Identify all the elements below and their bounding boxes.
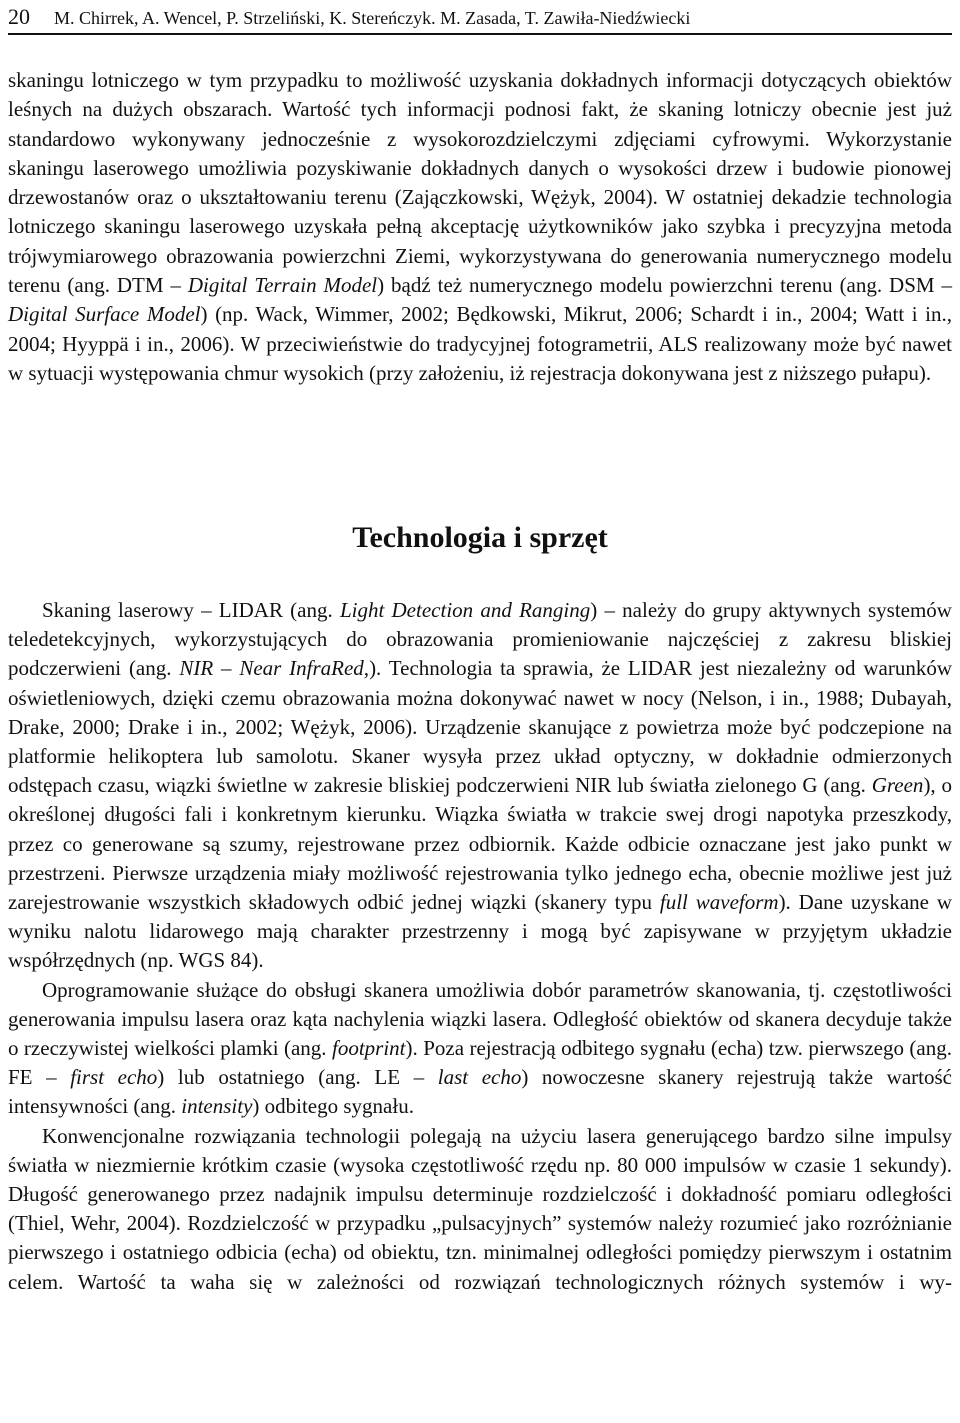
term-green: Green — [871, 773, 924, 798]
dtm-term: Digital Terrain Model — [187, 273, 378, 298]
intro-text-part-3: ) (np. Wack, Wimmer, 2002; Będkowski, Mikrut, 2006; Schardt i in., 2004; Watt i in., 2004; Hyyppä i in., 2006). W przeciwieństwie do tradycyjnej fotogrametrii, ALS realizowany może być nawet w sytuacji występowania chmur wysokich (przy założeniu, iż rejestracja dokonywana jest z niższego pułapu). — [8, 302, 952, 385]
intro-text — [8, 66, 952, 388]
section-body — [8, 596, 952, 1297]
term-nir: NIR – Near InfraRed, — [179, 656, 370, 681]
term-intensity: intensity — [181, 1094, 253, 1119]
term-full-waveform: full waveform — [659, 890, 779, 915]
header-authors: M. Chirrek, A. Wencel, P. Strzeliński, K. Stereńczyk. M. Zasada, T. Zawiła-Niedźwiecki — [54, 8, 691, 28]
paragraph-lidar — [8, 596, 952, 976]
paragraph-lidar-text-a: Skaning laserowy – LIDAR (ang. — [42, 598, 340, 622]
intro-paragraph — [8, 66, 952, 388]
dsm-term: Digital Surface Model — [8, 302, 201, 327]
header-rule — [8, 33, 952, 35]
paragraph-software-text-e: ) odbitego sygnału. — [252, 1094, 414, 1119]
paragraph-lidar-text-c: ). Technologia ta sprawia, że LIDAR jest niezależny od warunków oświetleniowych, dzięki czemu obrazowania można dokonywać nawet w nocy (Nelson, i in., 1988; Dubayah, Drake, 2000; Drake i in., 2002; Wężyk, 2006). Urządzenie skanujące z powietrza może być podczepione na platformie helikoptera lub samolotu. Skaner wysyła przez układ optyczny, w dokładnie odmierzonych odstępach czasu, wiązki świetlne w zakresie bliskiej podczerwieni NIR lub światła zielonego G (ang. — [8, 656, 952, 798]
paragraph-lidar-text-e: ). Dane uzyskane w wyniku nalotu lidarowego mają charakter przestrzenny i mogą być zapisywane w przyjętym układzie współrzędnych (np. WGS 84). — [8, 890, 952, 973]
intro-text-part-2: ) bądź też numerycznego modelu powierzchni terenu (ang. DSM – — [377, 273, 952, 298]
paragraph-software — [8, 976, 952, 1122]
paragraph-software-text-c: ) lub ostatniego (ang. LE – — [157, 1065, 438, 1090]
paragraph-software-text-b: ). Poza rejestracją odbitego sygnału (echa) tzw. pierwszego (ang. FE – — [8, 1036, 953, 1090]
term-last-echo: last echo — [437, 1065, 522, 1090]
intro-text-part-1: skaningu lotniczego w tym przypadku to możliwość uzyskania dokładnych informacji dotyczących obiektów leśnych na dużych obszarach. Wartość tych informacji podnosi fakt, że skaning lotniczy obecnie jest już standardowo wykonywany jednocześnie z wysokorozdzielczymi zdjęciami cyfrowymi. Wykorzystanie skaningu laserowego umożliwia pozyskiwanie dokładnych danych o wysokości drzew i budowie pionowej drzewostanów oraz o ukształtowaniu terenu (Zajączkowski, Wężyk, 2004). W ostatniej dekadzie technologia lotniczego skaningu laserowego uzyskała pełną akceptację użytkowników jako szybka i precyzyjna metoda trójwymiarowego obrazowania powierzchni Ziemi, wykorzystywana do generowania numerycznego modelu terenu (ang. DTM – — [8, 68, 952, 298]
paragraph-conventional: Konwencjonalne rozwiązania technologii polegają na użyciu lasera generującego bardzo silne impulsy światła w niezmiernie krótkim czasie (wysoka częstotliwość rzędu np. 80 000 impulsów w czasie 1 sekundy). Długość generowanego przez nadajnik impulsu determinuje rozdzielczość i dokładność pomiaru odległości (Thiel, Wehr, 2004). Rozdzielczość w przypadku „pulsacyjnych” systemów należy rozumieć jako rozróżnianie pierwszego i ostatniego odbicia (echa) od obiektu, tzn. minimalnej odległości pomiędzy pierwszym i ostatnim celem. Wartość ta waha się w zależności od rozwiązań technologicznych różnych systemów i wy- — [8, 1123, 952, 1294]
paragraph-lidar-text-b: ) – należy do grupy aktywnych systemów teledetekcyjnych, wykorzystujących do obrazowania promieniowanie najczęściej z zakresu bliskiej podczerwieni (ang. — [8, 598, 952, 681]
section-title: Technologia i sprzęt — [352, 521, 608, 554]
paragraph-software-text-d: ) nowoczesne skanery rejestrują także wartość intensywności (ang. — [8, 1065, 952, 1119]
running-header — [8, 2, 952, 32]
term-lidar: Light Detection and Ranging — [339, 598, 591, 622]
paragraph-software-text-a: Oprogramowanie służące do obsługi skanera umożliwia dobór parametrów skanowania, tj. częstotliwości generowania impulsu lasera oraz kąta nachylenia wiązki lasera. Odległość obiektów od skanera decyduje także o rzeczywistej wielkości plamki (ang. — [8, 977, 952, 1061]
term-first-echo: first echo — [70, 1065, 158, 1090]
term-footprint: footprint — [332, 1036, 406, 1061]
page-number: 20 — [8, 4, 30, 29]
paragraph-lidar-text-d: ), o określonej długości fali i konkretnym kierunku. Wiązka światła w trakcie swej drogi napotyka przeszkody, przez co generowane są szumy, rejestrowane przez odbiornik. Każde odbicie oznaczane jest jako punkt w przestrzeni. Pierwsze urządzenia miały możliwość rejestrowania tylko jednego echa, obecnie możliwe jest już zarejestrowanie wszystkich składowych odbić jednej wiązki (skanery typu — [8, 773, 952, 915]
